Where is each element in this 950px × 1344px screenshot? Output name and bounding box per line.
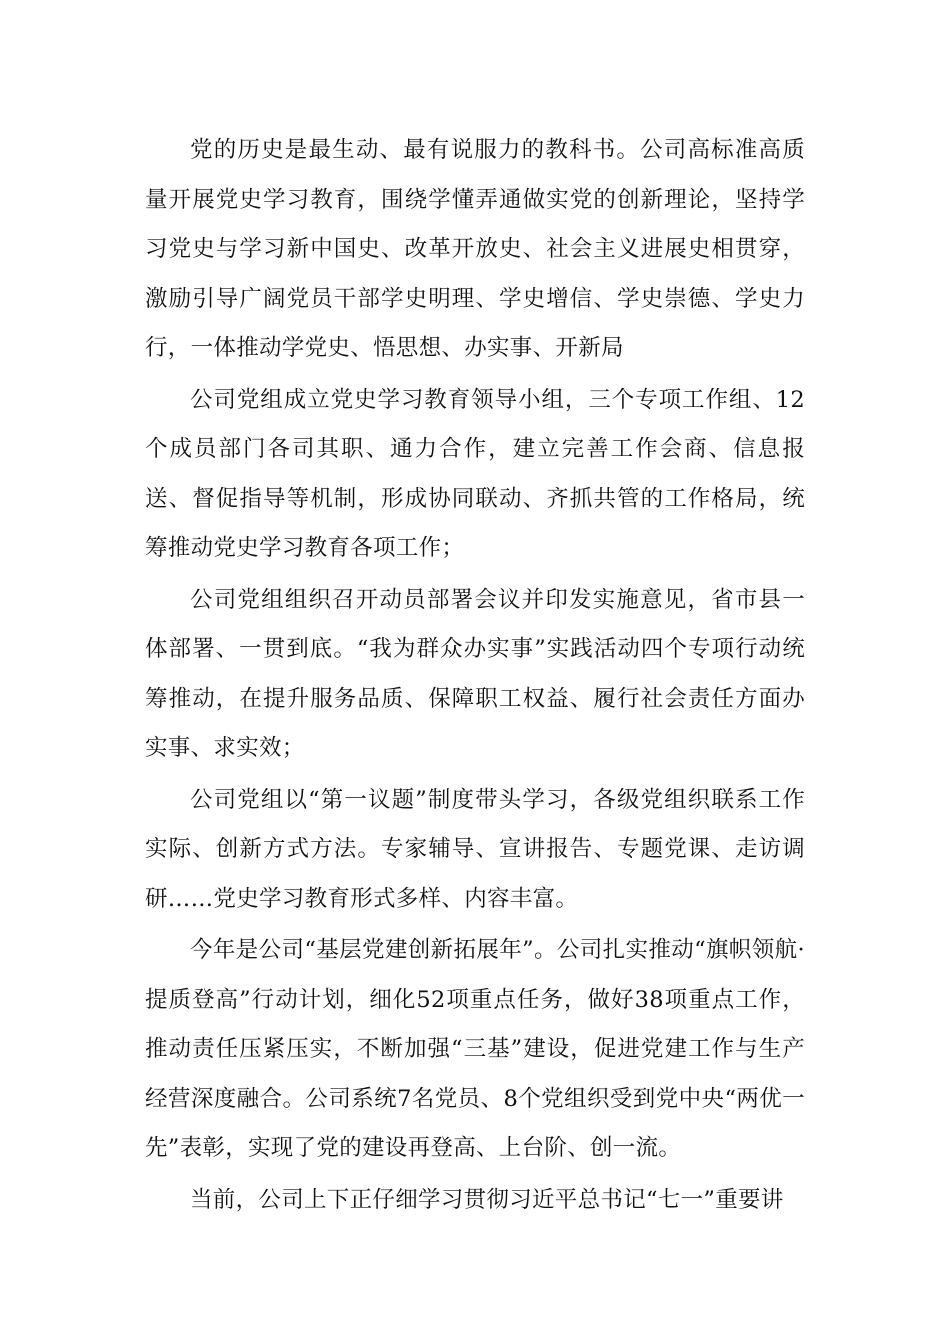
paragraph-1: 党的历史是最生动、最有说服力的教科书。公司高标准高质量开展党史学习教育，围绕学懂弄通做实党的创新理论，坚持学习党史与学习新中国史、改革开放史、社会主义进展史相贯穿，激励引导广阔党员干部学史明理、学史增信、学史崇德、学史力行，一体推动学党史、悟思想、办实事、开新局 xyxy=(145,137,805,361)
paragraph-5: 今年是公司“基层党建创新拓展年”。公司扎实推动“旗帜领航·提质登高”行动计划，细化52项重点任务，做好38项重点工作，推动责任压紧压实，不断加强“三基”建设，促进党建工作与生产经营深度融合。公司系统7名党员、8个党组织受到党中央“两优一先”表彰，实现了党的建设再登高、上台阶、创一流。 xyxy=(145,937,805,1161)
paragraph-3: 公司党组组织召开动员部署会议并印发实施意见，省市县一体部署、一贯到底。“我为群众办实事”实践活动四个专项行动统筹推动，在提升服务品质、保障职工权益、履行社会责任方面办实事、求实效； xyxy=(145,586,805,761)
paragraph-2: 公司党组成立党史学习教育领导小组，三个专项工作组、12个成员部门各司其职、通力合作，建立完善工作会商、信息报送、督促指导等机制，形成协同联动、齐抓共管的工作格局，统筹推动党史学习教育各项工作； xyxy=(145,386,805,561)
document-body xyxy=(145,126,805,1225)
paragraph-4: 公司党组以“第一议题”制度带头学习，各级党组织联系工作实际、创新方式方法。专家辅导、宣讲报告、专题党课、走访调研……党史学习教育形式多样、内容丰富。 xyxy=(145,786,805,912)
paragraph-6: 当前，公司上下正仔细学习贯彻习近平总书记“七一”重要讲 xyxy=(190,1186,784,1213)
